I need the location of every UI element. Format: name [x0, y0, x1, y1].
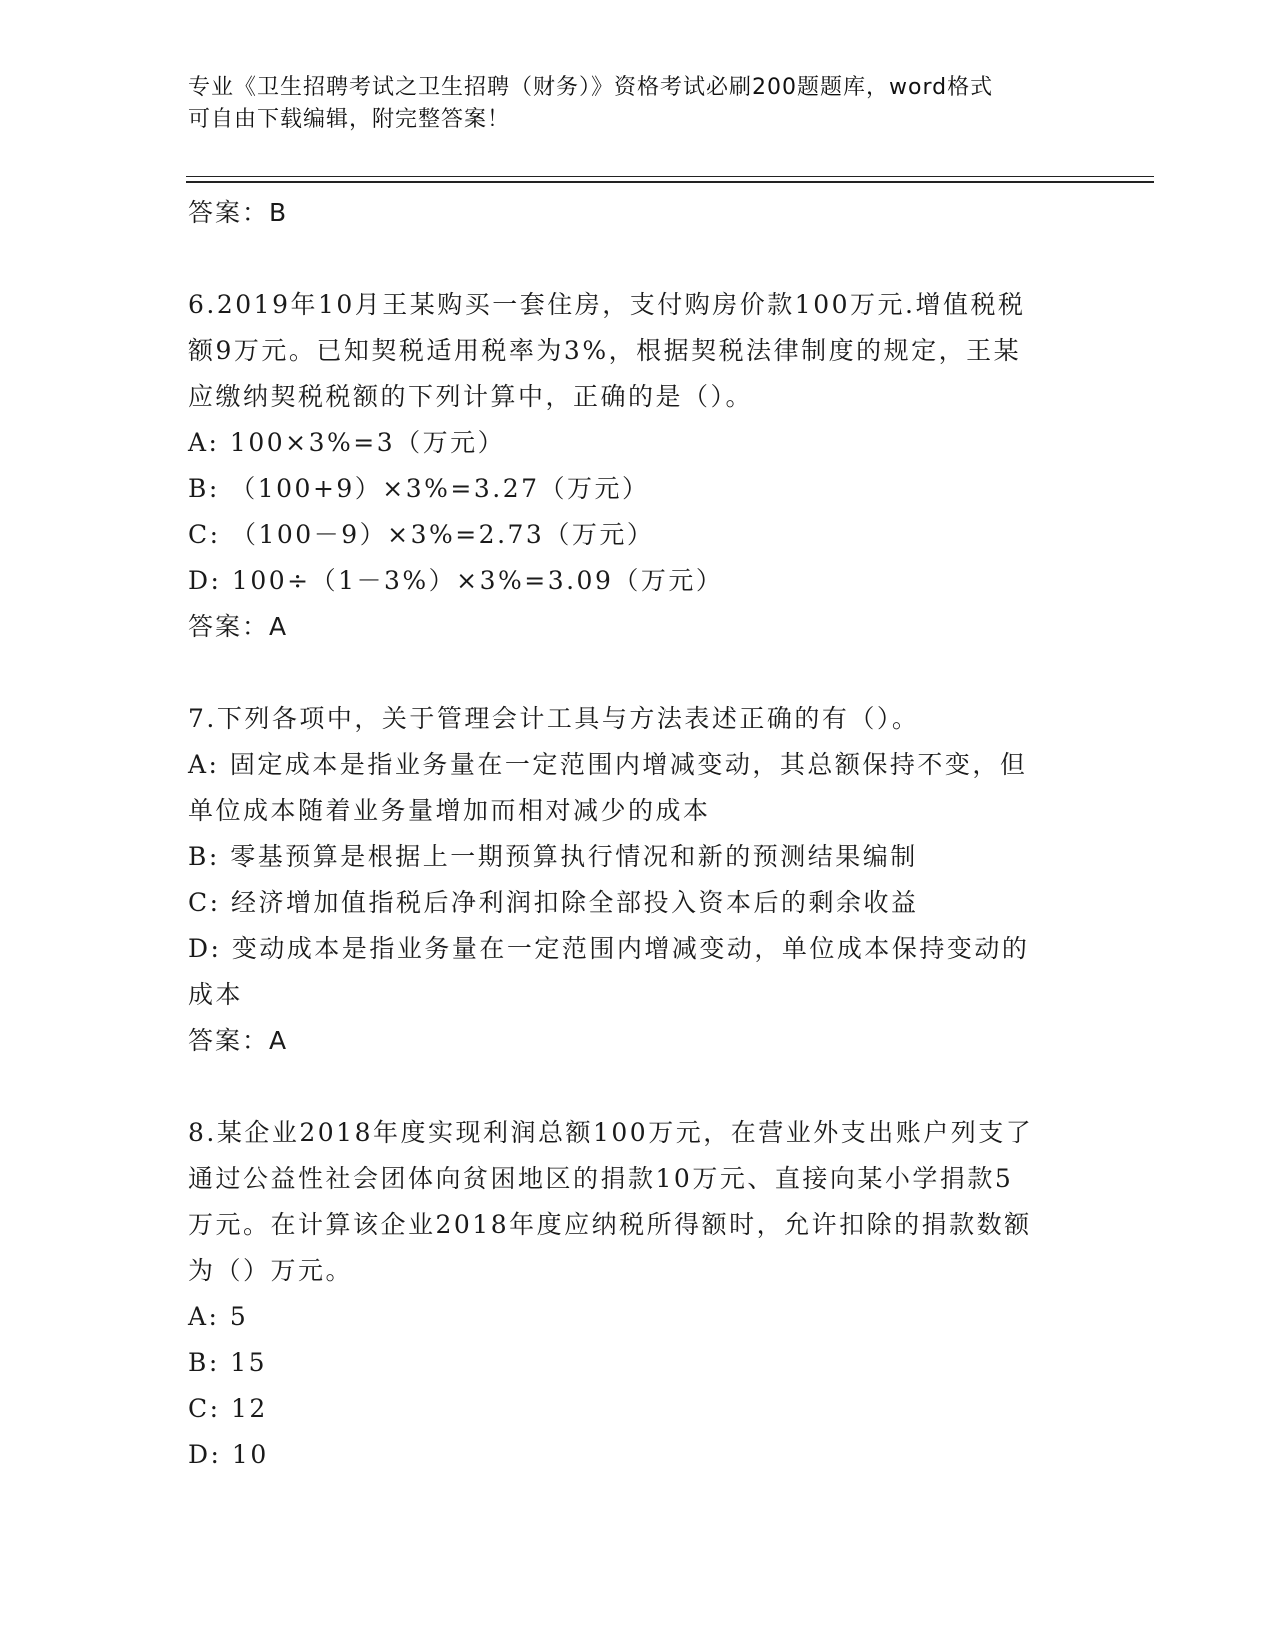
question-8-option-a: A: 5: [188, 1302, 249, 1331]
question-6-option-d: D: 100÷（1－3%）×3%=3.09（万元）: [188, 566, 724, 595]
answer-prev: 答案：B: [188, 198, 289, 227]
header-line-2: 可自由下载编辑，附完整答案！: [188, 107, 511, 132]
header-divider-thin: [186, 176, 1154, 177]
question-8-option-d: D: 10: [188, 1440, 269, 1469]
question-7-line-1: 7.下列各项中，关于管理会计工具与方法表述正确的有（）。: [188, 704, 920, 733]
question-8-option-c: C: 12: [188, 1394, 268, 1423]
question-6-line-1: 6.2019年10月王某购买一套住房，支付购房价款100万元.增值税税: [188, 290, 1026, 319]
page-header: [188, 72, 1088, 136]
question-8-line-1: 8.某企业2018年度实现利润总额100万元，在营业外支出账户列支了: [188, 1118, 1034, 1147]
question-6: [188, 282, 1088, 650]
document-body: [188, 190, 1088, 1478]
question-7-option-c: C: 经济增加值指税后净利润扣除全部投入资本后的剩余收益: [188, 888, 919, 917]
question-6-option-b: B: （100+9）×3%=3.27（万元）: [188, 474, 650, 503]
spacer: [188, 650, 1088, 696]
question-7-option-a: A: 固定成本是指业务量在一定范围内增减变动，其总额保持不变，但: [188, 750, 1028, 779]
question-6-option-c: C: （100－9）×3%=2.73（万元）: [188, 520, 655, 549]
question-6-line-2: 额9万元。已知契税适用税率为3%，根据契税法律制度的规定，王某: [188, 336, 1022, 365]
question-7: [188, 696, 1088, 1064]
spacer: [188, 1064, 1088, 1110]
header-line-1: 专业《卫生招聘考试之卫生招聘（财务）》资格考试必刷200题题库，word格式: [188, 75, 994, 100]
question-7-option-b: B: 零基预算是根据上一期预算执行情况和新的预测结果编制: [188, 842, 918, 871]
question-8-line-3: 万元。在计算该企业2018年度应纳税所得额时，允许扣除的捐款数额: [188, 1210, 1032, 1239]
question-8-line-4: 为（）万元。: [188, 1256, 354, 1285]
question-7-option-d-cont: 成本: [188, 980, 244, 1009]
question-8-option-b: B: 15: [188, 1348, 268, 1377]
question-6-option-a: A: 100×3%=3（万元）: [188, 428, 506, 457]
spacer: [188, 236, 1088, 282]
question-6-answer: 答案：A: [188, 612, 289, 641]
question-8: [188, 1110, 1088, 1478]
header-divider-thick: [186, 181, 1154, 183]
question-7-answer: 答案：A: [188, 1026, 289, 1055]
question-6-line-3: 应缴纳契税税额的下列计算中，正确的是（）。: [188, 382, 754, 411]
question-8-line-2: 通过公益性社会团体向贫困地区的捐款10万元、直接向某小学捐款5: [188, 1164, 1014, 1193]
question-7-option-d: D: 变动成本是指业务量在一定范围内增减变动，单位成本保持变动的: [188, 934, 1030, 963]
question-7-option-a-cont: 单位成本随着业务量增加而相对减少的成本: [188, 796, 711, 825]
